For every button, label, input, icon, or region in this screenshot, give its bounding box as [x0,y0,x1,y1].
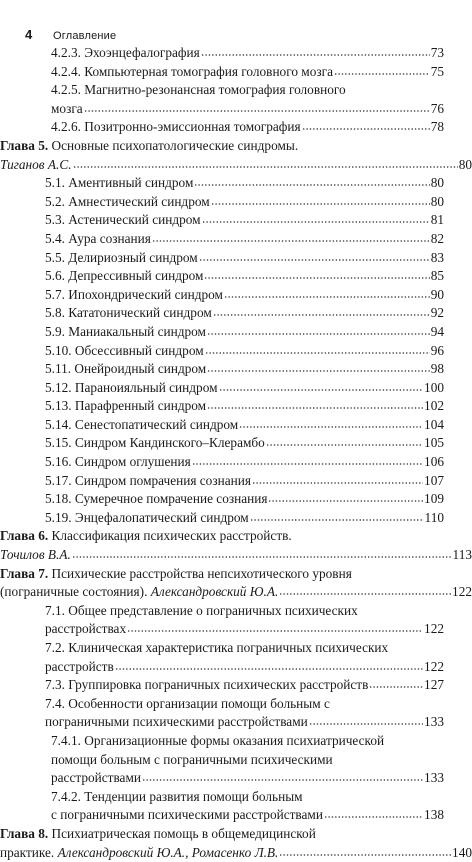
entry-title [0,546,71,565]
toc-entry[interactable] [0,249,472,268]
entry-line [0,137,472,156]
toc-entry[interactable] [0,509,472,528]
entry-text: 5.19. Энцефалопатический синдром [45,509,249,525]
entry-line [33,342,444,361]
entry-text: 7.4.1. Организационные формы оказания психиатрической [51,732,385,748]
toc-entry[interactable] [0,695,472,732]
entry-title [45,676,368,695]
chapter-number: Глава 6. [0,528,49,544]
entry-text: Основные психопатологические синдромы. [48,137,299,153]
dot-leader [205,343,430,355]
page-ref: 90 [430,286,444,302]
entry-line [0,825,472,844]
entry-title [51,769,141,788]
toc-entry[interactable] [0,732,472,788]
entry-text: 5.10. Обсессивный синдром [45,342,204,358]
entry-line [33,434,444,453]
chapter-entry[interactable] [0,527,472,564]
dot-leader [239,417,423,429]
entry-text: 5.12. Параноияльный синдром [45,379,218,395]
dot-leader [279,584,451,596]
dot-leader [279,845,451,857]
entry-text: 5.13. Парафренный синдром [45,398,207,414]
entry-line [0,565,472,584]
entry-title [45,323,206,342]
entry-title [51,63,333,82]
entry-text: 5.17. Синдром помрачения сознания [45,472,251,488]
entry-title [45,434,265,453]
entry-author: Александровский Ю.А., Ромасенко Л.В. [57,844,279,860]
dot-leader [127,621,423,633]
entry-text: 5.1. Аментивный синдром [45,175,194,191]
entry-line [33,118,444,137]
page-ref: 109 [424,491,444,507]
toc-entry[interactable] [0,323,472,342]
entry-line [33,676,444,695]
dot-leader [250,510,424,522]
entry-line [33,416,444,435]
dot-leader [252,473,423,485]
entry-line [33,602,444,621]
entry-title [51,789,303,804]
toc-entry[interactable] [0,434,472,453]
toc-entry[interactable] [0,286,472,305]
page-ref: 122 [424,621,444,637]
page-ref: 106 [424,454,444,470]
dot-leader [324,807,423,819]
page-header [25,27,116,41]
toc-entry[interactable] [0,360,472,379]
table-of-contents [0,44,472,862]
page-ref: 133 [424,770,444,786]
entry-line [0,583,472,602]
entry-line [33,249,444,268]
dot-leader [194,175,429,187]
entry-line [33,304,444,323]
entry-title [45,416,238,435]
entry-title [45,490,267,509]
entry-text: 4.2.5. Магнитно-резонансная томография головного [51,82,346,98]
entry-line [33,379,444,398]
entry-author: Александровский Ю.А. [150,584,279,600]
entry-line [0,527,472,546]
entry-title [45,304,212,323]
toc-entry[interactable] [0,602,472,639]
entry-title [0,566,352,581]
entry-line [33,44,444,63]
entry-title [45,211,201,230]
entry-text: 5.9. Маниакальный синдром [45,323,206,339]
entry-line [33,267,444,286]
entry-line [33,323,444,342]
page-ref: 98 [430,361,444,377]
entry-line [33,509,444,528]
page-ref: 110 [424,509,444,525]
dot-leader [207,361,430,373]
entry-text: Классификация психических расстройств. [48,528,292,544]
entry-title [45,267,203,286]
entry-text: 5.18. Сумеречное помрачение сознания [45,491,268,507]
entry-title [51,752,333,767]
entry-line [33,81,444,100]
page-ref: 133 [424,714,444,730]
dot-leader [142,770,423,782]
page-ref: 80 [458,156,472,172]
dot-leader [211,194,430,206]
entry-title [51,118,301,137]
dot-leader [207,398,423,410]
chapter-number: Глава 7. [0,565,49,581]
entry-line [33,453,444,472]
entry-text: 5.16. Синдром оглушения [45,454,191,470]
dot-leader [201,45,430,57]
entry-text: Психические расстройства непсихотического уровня [48,565,352,581]
entry-line [33,658,444,677]
running-title: Оглавление [53,30,117,42]
page-ref: 96 [430,342,444,358]
toc-entry[interactable] [0,211,472,230]
page-ref: 85 [430,268,444,284]
entry-title [45,640,388,655]
entry-title [45,658,114,677]
entry-title [45,249,198,268]
entry-text: 7.2. Клиническая характеристика пограничных психических [45,640,389,655]
toc-entry[interactable] [0,118,472,137]
dot-leader [266,436,423,448]
entry-text: 4.2.3. Эхоэнцефалография [51,45,200,60]
entry-title [45,286,223,305]
toc-entry[interactable] [0,193,472,212]
page-ref: 73 [430,45,444,60]
entry-title [0,156,72,175]
entry-text: расстройствами [51,770,141,786]
toc-entry[interactable] [0,490,472,509]
entry-text: (пограничные состояния). [0,584,151,600]
page-ref: 107 [424,472,444,488]
entry-title [45,342,204,361]
toc-entry[interactable] [0,44,472,63]
entry-title [45,696,330,711]
page-ref: 138 [424,807,444,823]
entry-title [51,44,200,63]
entry-title [51,82,346,97]
entry-text: пограничными психическими расстройствами [45,714,308,730]
toc-entry[interactable] [0,472,472,491]
entry-author: Точилов В.А. [0,547,71,563]
entry-line [33,639,444,658]
dot-leader [115,659,423,671]
entry-title [45,453,191,472]
entry-text: 5.4. Аура сознания [45,230,151,246]
toc-entry[interactable] [0,379,472,398]
page-ref: 104 [424,416,444,432]
toc-entry[interactable] [0,304,472,323]
entry-text: 7.3. Группировка пограничных психических расстройств [45,677,369,693]
entry-line [33,360,444,379]
page-ref: 75 [430,63,444,79]
entry-title [45,379,218,398]
page-ref: 80 [430,175,444,191]
chapter-number: Глава 8. [0,825,49,841]
entry-line [0,546,472,565]
dot-leader [204,268,429,280]
page-ref: 94 [430,323,444,339]
entry-author: Тиганов А.С. [0,156,72,172]
entry-text: практике. [0,844,58,860]
entry-text: расстройствах [45,621,127,637]
dot-leader [334,64,430,76]
entry-title [51,100,83,119]
entry-line [33,174,444,193]
entry-title [0,528,292,543]
toc-entry[interactable] [0,453,472,472]
dot-leader [302,119,430,131]
entry-text: Психиатрическая помощь в общемедицинской [48,825,316,841]
entry-title [0,583,278,602]
entry-line [0,156,472,175]
entry-line [33,788,444,807]
chapter-entry[interactable] [0,825,472,862]
page-ref: 127 [424,677,444,693]
entry-line [33,472,444,491]
entry-line [33,230,444,249]
entry-title [45,193,210,212]
dot-leader [202,212,430,224]
entry-line [33,193,444,212]
entry-line [33,490,444,509]
entry-text: помощи больным с пограничными психическими [51,751,333,767]
entry-title [45,472,251,491]
page-ref: 80 [430,193,444,209]
entry-title [45,603,358,618]
entry-line [33,695,444,714]
dot-leader [192,454,423,466]
toc-entry[interactable] [0,639,472,676]
toc-entry[interactable] [0,174,472,193]
entry-title [45,360,206,379]
entry-text: 5.15. Синдром Кандинского–Клерамбо [45,435,265,451]
entry-line [33,732,444,751]
entry-title [0,826,316,841]
entry-line [33,751,444,770]
page-ref: 105 [424,435,444,451]
entry-text: 5.14. Сенестопатический синдром [45,416,239,432]
toc-entry[interactable] [0,81,472,118]
toc-entry[interactable] [0,788,472,825]
chapter-entry[interactable] [0,137,472,174]
page-ref: 83 [430,249,444,265]
entry-line [33,211,444,230]
dot-leader [369,677,423,689]
entry-text: 4.2.4. Компьютерная томография головного мозга [51,63,333,79]
entry-title [0,138,298,153]
entry-title [45,397,206,416]
page-ref: 92 [430,305,444,321]
dot-leader [152,231,430,243]
entry-line [33,63,444,82]
entry-text: 7.1. Общее представление о пограничных психических [45,602,358,618]
entry-text: расстройств [45,658,114,674]
dot-leader [199,250,430,262]
toc-entry[interactable] [0,397,472,416]
page-ref: 113 [452,547,472,563]
entry-title [45,230,151,249]
toc-entry[interactable] [0,342,472,361]
dot-leader [72,547,452,559]
entry-text: 5.8. Кататонический синдром [45,305,212,321]
entry-line [33,620,444,639]
entry-line [33,769,444,788]
entry-text: 5.2. Амнестический синдром [45,193,210,209]
page-ref: 140 [452,844,472,860]
page-ref: 82 [430,230,444,246]
entry-text: 5.7. Ипохондрический синдром [45,286,223,302]
page-number: 4 [25,27,33,42]
entry-text: 4.2.6. Позитронно-эмиссионная томография [51,119,301,135]
entry-title [45,509,249,528]
toc-entry[interactable] [0,267,472,286]
page-ref: 78 [430,119,444,135]
toc-entry[interactable] [0,63,472,82]
entry-title [0,844,278,862]
entry-text: 5.5. Делириозный синдром [45,249,198,265]
entry-title [45,174,193,193]
entry-text: 7.4.2. Тенденции развития помощи больным [51,788,303,804]
entry-line [33,397,444,416]
dot-leader [219,380,424,392]
entry-line [33,713,444,732]
entry-text: мозга [51,100,83,116]
entry-text: 5.3. Астенический синдром [45,212,201,228]
page-ref: 122 [424,658,444,674]
page-ref: 81 [430,212,444,228]
entry-line [33,286,444,305]
entry-line [33,806,444,825]
dot-leader [84,101,430,113]
toc-entry[interactable] [0,676,472,695]
entry-text: 5.11. Онейроидный синдром [45,361,207,377]
dot-leader [309,714,423,726]
entry-title [51,806,323,825]
chapter-entry[interactable] [0,565,472,602]
page-ref: 100 [424,379,444,395]
toc-entry[interactable] [0,230,472,249]
chapter-number: Глава 5. [0,137,49,153]
dot-leader [268,491,423,503]
page-ref: 122 [452,584,472,600]
entry-text: с пограничными психическими расстройствами [51,807,323,823]
page-ref: 76 [430,100,444,116]
entry-text: 7.4. Особенности организации помощи больным с [45,695,330,711]
entry-title [45,713,308,732]
page-ref: 102 [424,398,444,414]
entry-line [33,100,444,119]
entry-title [51,733,384,748]
dot-leader [213,305,430,317]
toc-entry[interactable] [0,416,472,435]
entry-text: 5.6. Депрессивный синдром [45,268,204,284]
dot-leader [224,287,430,299]
dot-leader [207,324,430,336]
dot-leader [73,157,458,169]
entry-line [0,844,472,862]
entry-title [45,620,126,639]
